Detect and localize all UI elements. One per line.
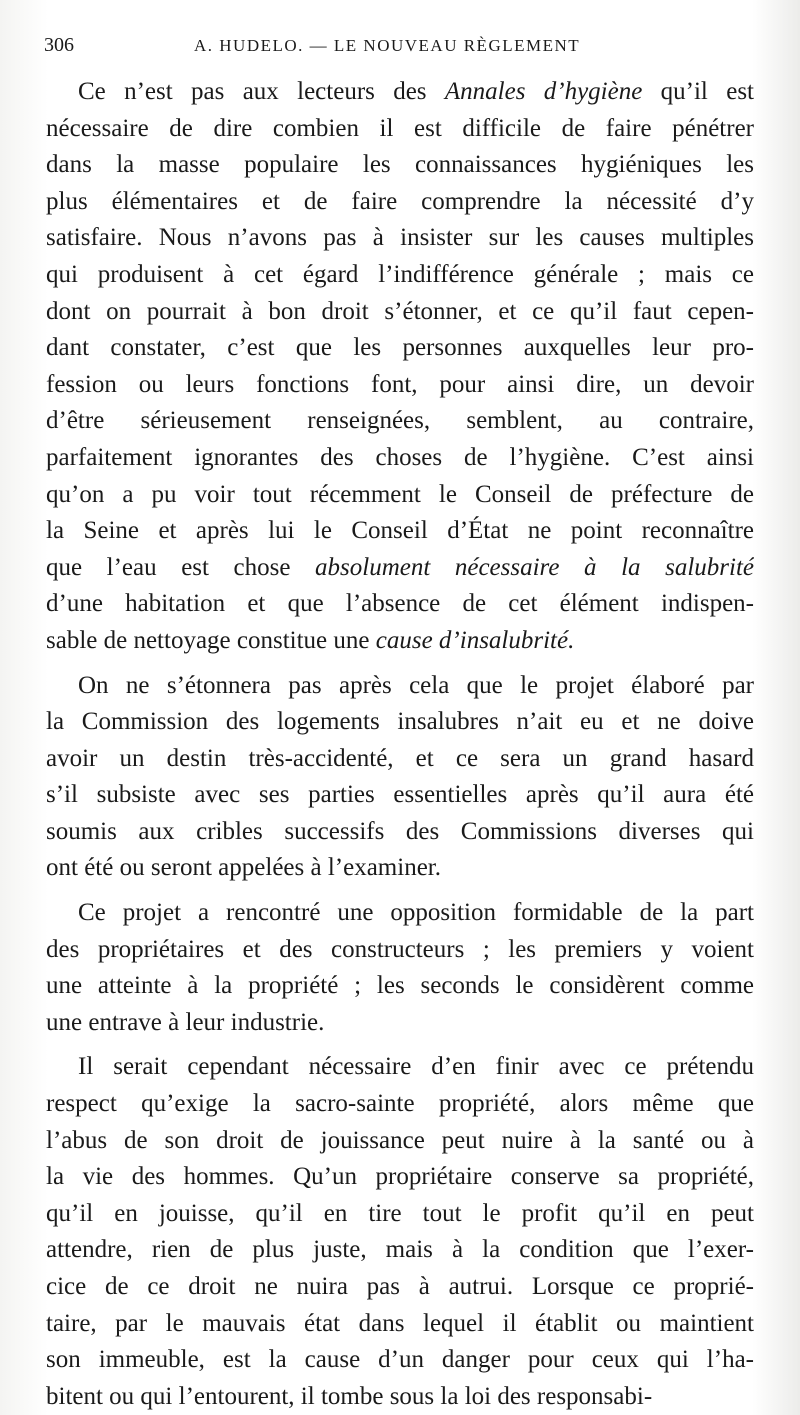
text-line <box>46 111 754 148</box>
text-run: d’une habitation et que l’absence de cet élément indispen- <box>46 590 754 618</box>
text-run: parfaitement ignorantes des choses de l’hygiène. C’est ainsi <box>46 443 754 471</box>
paragraph-gap <box>46 887 754 895</box>
paragraph <box>46 74 754 660</box>
text-line <box>46 257 754 294</box>
text-line <box>46 184 754 221</box>
text-line <box>46 1232 754 1269</box>
text-line <box>46 741 754 778</box>
text-line <box>46 814 754 851</box>
text-run: ont été ou seront appelées à l’examiner. <box>46 854 441 882</box>
text-line <box>46 513 754 550</box>
text-line <box>46 895 754 932</box>
running-head: A. HUDELO. — LE NOUVEAU RÈGLEMENT <box>194 36 581 55</box>
text-run: qu’il est <box>642 78 754 105</box>
text-line <box>46 74 754 111</box>
text-run: sable de nettoyage constitue une <box>46 626 376 654</box>
text-run: soumis aux cribles successifs des Commissions diverses qui <box>46 817 754 845</box>
text-line <box>46 1086 754 1123</box>
text-line <box>46 586 754 623</box>
text-line <box>46 704 754 741</box>
text-line <box>46 1049 754 1086</box>
text-run: respect qu’exige la sacro-sainte propriété, alors même que <box>46 1090 754 1118</box>
text-run: qui produisent à cet égard l’indifférence générale ; mais ce <box>46 260 754 288</box>
text-run: Il serait cependant nécessaire d’en finir avec ce prétendu <box>78 1053 754 1081</box>
text-line <box>46 403 754 440</box>
italic-run: Annales d’hygiène <box>444 78 643 105</box>
text-run: des propriétaires et des constructeurs ; les premiers y voient <box>46 935 754 963</box>
body-text <box>46 74 754 1415</box>
text-run: qu’on a pu voir tout récemment le Conseil de préfecture de <box>46 480 754 508</box>
text-line <box>46 550 754 587</box>
text-run: la vie des hommes. Qu’un propriétaire conserve sa propriété, <box>46 1163 754 1191</box>
text-run: l’abus de son droit de jouissance peut nuire à la santé ou à <box>46 1126 754 1154</box>
paragraph <box>46 895 754 1041</box>
text-run: taire, par le mauvais état dans lequel il établit ou maintient <box>46 1309 754 1337</box>
text-run: qu’il en jouisse, qu’il en tire tout le profit qu’il en peut <box>46 1199 754 1227</box>
text-line <box>46 330 754 367</box>
text-line <box>46 1379 754 1415</box>
text-run: dans la masse populaire les connaissances hygiéniques les <box>46 151 754 179</box>
page-header <box>44 34 774 64</box>
text-run: une atteinte à la propriété ; les seconds le considèrent comme <box>46 972 754 1000</box>
text-line <box>46 932 754 969</box>
text-line <box>46 1159 754 1196</box>
text-run: avoir un destin très-accidenté, et ce sera un grand hasard <box>46 744 754 772</box>
text-run: fession ou leurs fonctions font, pour ainsi dire, un devoir <box>46 370 754 398</box>
paragraph-gap <box>46 1041 754 1049</box>
text-line <box>46 294 754 331</box>
text-line <box>46 850 754 887</box>
page-number: 306 <box>44 34 74 56</box>
text-line <box>46 1306 754 1343</box>
text-run: Ce n’est pas aux lecteurs des <box>78 78 445 105</box>
text-line <box>46 367 754 404</box>
text-line <box>46 440 754 477</box>
text-line <box>46 477 754 514</box>
text-line <box>46 668 754 705</box>
text-run: bitent ou qui l’entourent, il tombe sous la loi des responsabi- <box>46 1382 653 1410</box>
text-line <box>46 968 754 1005</box>
text-line <box>46 147 754 184</box>
text-line <box>46 623 754 660</box>
text-line <box>46 777 754 814</box>
text-run: On ne s’étonnera pas après cela que le projet élaboré par <box>78 671 754 699</box>
text-run: nécessaire de dire combien il est difficile de faire pénétrer <box>46 114 754 142</box>
text-run: attendre, rien de plus juste, mais à la condition que l’exer- <box>46 1236 754 1264</box>
paragraph <box>46 668 754 888</box>
text-line <box>46 1123 754 1160</box>
text-run: que l’eau est chose <box>46 553 316 581</box>
text-line <box>46 1269 754 1306</box>
text-line <box>46 1005 754 1042</box>
text-line <box>46 1342 754 1379</box>
italic-run: cause d’insalubrité. <box>375 626 575 654</box>
text-line <box>46 220 754 257</box>
text-run: son immeuble, est la cause d’un danger pour ceux qui l’ha- <box>46 1346 754 1374</box>
text-run: une entrave à leur industrie. <box>46 1008 325 1036</box>
italic-run: absolument nécessaire à la salubrité <box>315 553 754 581</box>
text-run: dont on pourrait à bon droit s’étonner, et ce qu’il faut cepen- <box>46 297 754 325</box>
paragraph <box>46 1049 754 1415</box>
text-run: la Commission des logements insalubres n’ait eu et ne doive <box>46 708 754 736</box>
text-line <box>46 1196 754 1233</box>
text-run: dant constater, c’est que les personnes auxquelles leur pro- <box>46 334 754 362</box>
text-run: cice de ce droit ne nuira pas à autrui. Lorsque ce proprié- <box>46 1273 754 1300</box>
text-run: s’il subsiste avec ses parties essentielles après qu’il aura été <box>46 781 754 809</box>
text-run: Ce projet a rencontré une opposition formidable de la part <box>78 899 754 927</box>
text-run: d’être sérieusement renseignées, semblent, au contraire, <box>46 407 754 435</box>
text-run: plus élémentaires et de faire comprendre la nécessité d’y <box>46 187 754 215</box>
paragraph-gap <box>46 660 754 668</box>
text-run: satisfaire. Nous n’avons pas à insister sur les causes multiples <box>46 224 754 252</box>
text-run: la Seine et après lui le Conseil d’État ne point reconnaître <box>46 517 754 545</box>
